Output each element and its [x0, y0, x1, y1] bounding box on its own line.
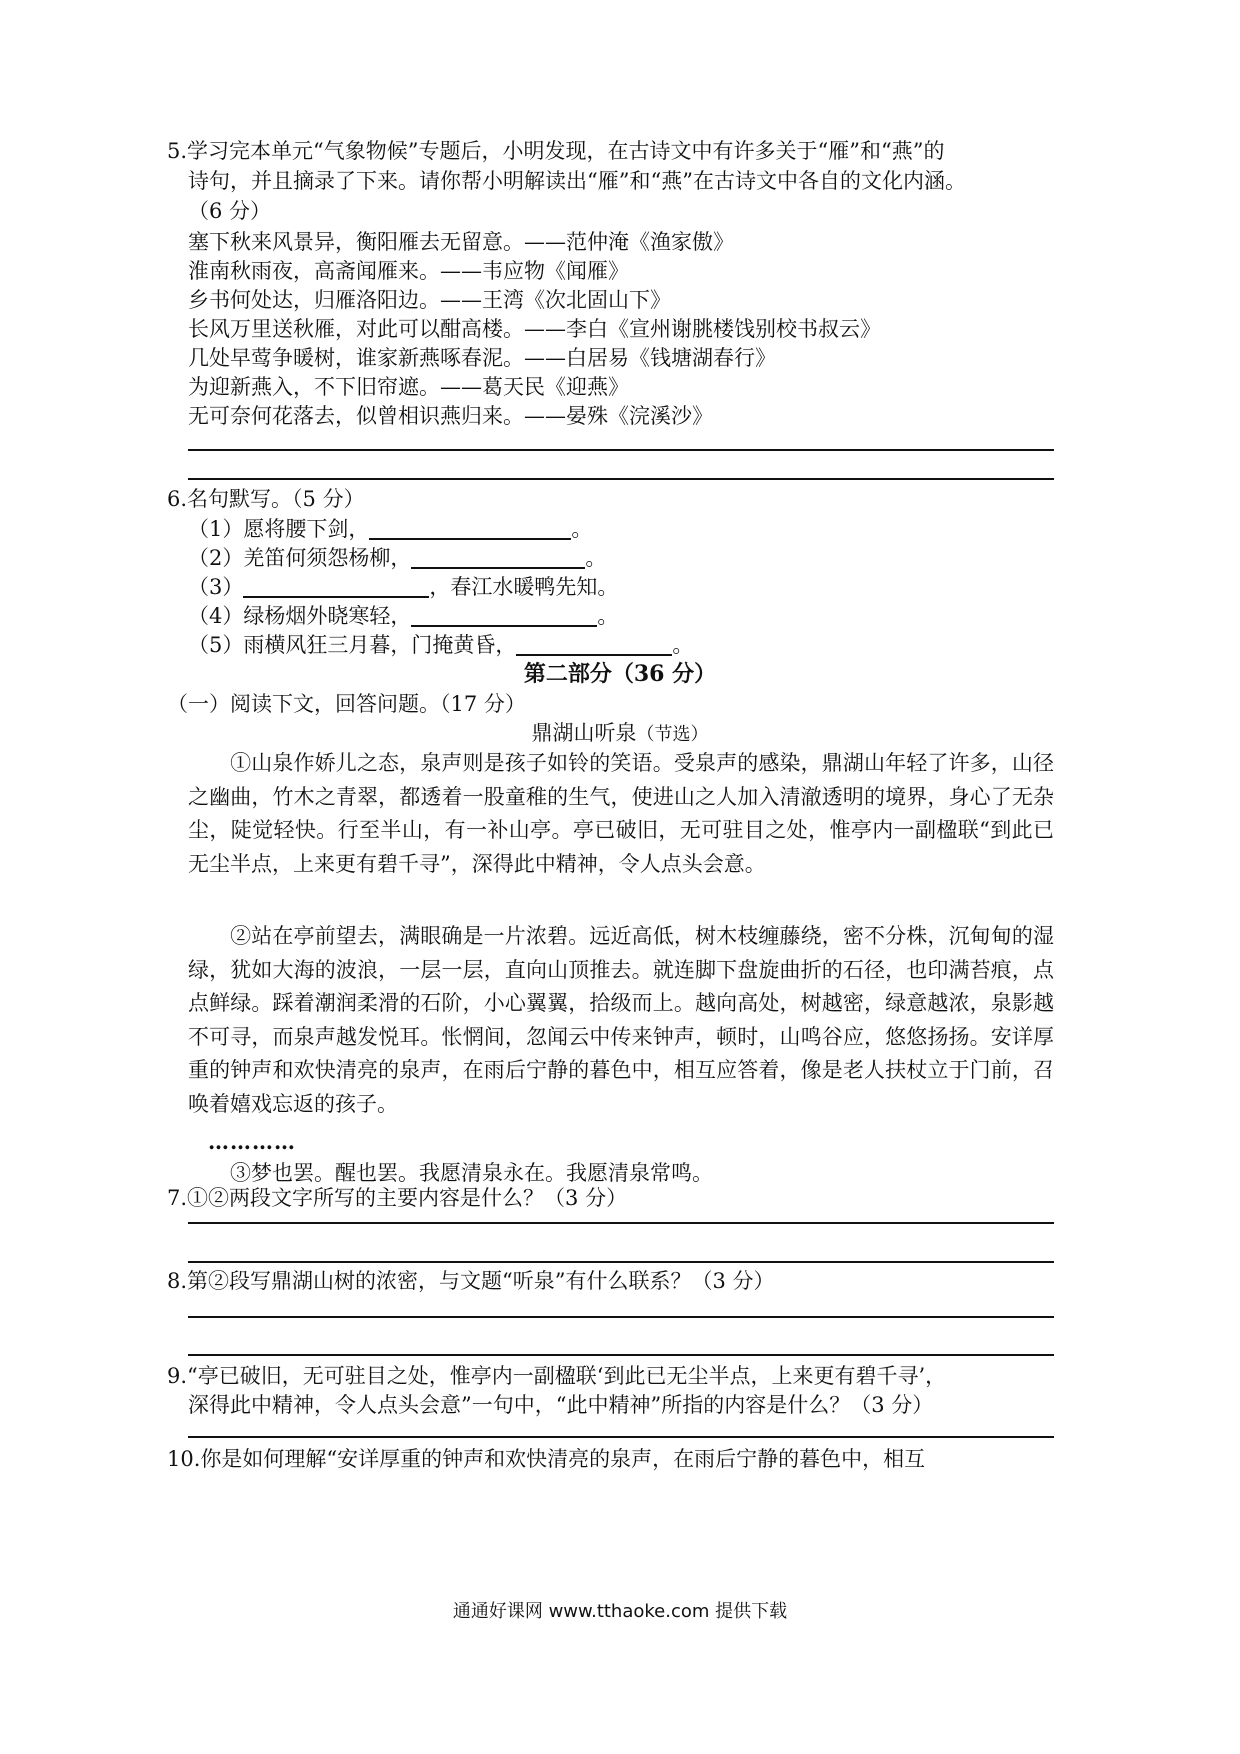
article-paragraph-1 [188, 747, 1054, 881]
fill-blank[interactable] [516, 632, 672, 656]
q6-item-5-pre: （5）雨横风狂三月暮，门掩黄昏， [188, 633, 517, 657]
paragraph-text: ①山泉作娇儿之态，泉声则是孩子如铃的笑语。受泉声的感染，鼎湖山年轻了许多，山径之幽曲，竹木之青翠，都透着一股童稚的生气，使进山之人加入清澈透明的境界，身心了无杂尘，陡觉轻快。行至半山，有一补山亭。亭已破旧，无可驻目之处，惟亭内一副楹联“到此已无尘半点，上来更有碧千寻”，深得此中精神，令人点头会意。 [188, 751, 1054, 876]
q10-stem: 10.你是如何理解“安详厚重的钟声和欢快清亮的泉声，在雨后宁静的暮色中，相互 [167, 1447, 926, 1471]
q6-item-4 [188, 601, 618, 631]
q6-item-1 [188, 514, 592, 544]
poem-line: 长风万里送秋雁，对此可以酣高楼。——李白《宣州谢朓楼饯别校书叔云》 [188, 317, 881, 341]
poem-line: 淮南秋雨夜，高斋闻雁来。——韦应物《闻雁》 [188, 259, 629, 283]
q9-stem-line2: 深得此中精神，令人点头会意”一句中，“此中精神”所指的内容是什么？（3 分） [188, 1393, 934, 1417]
article-paragraph-2 [188, 920, 1054, 1121]
poem-line: 无可奈何花落去，似曾相识燕归来。——晏殊《浣溪沙》 [188, 404, 713, 428]
answer-line[interactable] [188, 449, 1054, 451]
article-paragraph-3: ③梦也罢。醒也罢。我愿清泉永在。我愿清泉常鸣。 [230, 1161, 713, 1185]
fill-blank[interactable] [243, 574, 429, 598]
answer-line[interactable] [188, 478, 1054, 480]
part2-heading: 第二部分（36 分） [523, 661, 717, 687]
poem-line: 塞下秋来风景异，衡阳雁去无留意。——范仲淹《渔家傲》 [188, 230, 734, 254]
poem-line: 乡书何处达，归雁洛阳边。——王湾《次北固山下》 [188, 288, 671, 312]
q6-item-5-post: 。 [672, 633, 694, 657]
article-title-text: 鼎湖山听泉 [531, 721, 637, 745]
q5-stem-line1: 5.学习完本单元“气象物候”专题后，小明发现，在古诗文中有许多关于“雁”和“燕”的 [167, 139, 945, 163]
q6-stem: 6.名句默写。（5 分） [167, 487, 365, 511]
q9-stem-line1: 9.“亭已破旧，无可驻目之处，惟亭内一副楹联‘到此已无尘半点，上来更有碧千寻’， [167, 1364, 947, 1388]
q8-stem: 8.第②段写鼎湖山树的浓密，与文题“听泉”有什么联系？（3 分） [167, 1269, 775, 1293]
q6-item-3-pre: （3） [188, 575, 244, 599]
article-title [0, 718, 1240, 750]
paragraph-text: ②站在亭前望去，满眼确是一片浓碧。远近高低，树木枝缠藤绕，密不分株，沉甸甸的湿绿，犹如大海的波浪，一层一层，直向山顶推去。就连脚下盘旋曲折的石径，也印满苔痕，点点鲜绿。踩着潮润柔滑的石阶，小心翼翼，拾级而上。越向高处，树越密，绿意越浓，泉影越不可寻，而泉声越发悦耳。怅惘间，忽闻云中传来钟声，顿时，山鸣谷应，悠悠扬扬。安详厚重的钟声和欢快清亮的泉声，在雨后宁静的暮色中，相互应答着，像是老人扶杖立于门前，召唤着嬉戏忘返的孩子。 [188, 924, 1054, 1116]
poem-line: 几处早莺争暖树，谁家新燕啄春泥。——白居易《钱塘湖春行》 [188, 346, 776, 370]
q6-item-1-post: 。 [571, 517, 593, 541]
q6-item-3-post: ，春江水暖鸭先知。 [429, 575, 619, 599]
q6-item-2-pre: （2）羌笛何须怨杨柳， [188, 546, 412, 570]
fill-blank[interactable] [411, 545, 585, 569]
section-heading: （一）阅读下文，回答问题。（17 分） [167, 692, 526, 716]
q6-item-2-post: 。 [585, 546, 607, 570]
q5-stem-line2: 诗句，并且摘录了下来。请你帮小明解读出“雁”和“燕”在古诗文中各自的文化内涵。 [188, 169, 966, 193]
answer-line[interactable] [188, 1436, 1054, 1438]
q6-item-4-post: 。 [597, 604, 619, 628]
q6-item-5 [188, 630, 693, 660]
q5-points: （6 分） [188, 199, 272, 223]
answer-line[interactable] [188, 1261, 1054, 1263]
fill-blank[interactable] [369, 516, 571, 540]
answer-line[interactable] [188, 1222, 1054, 1224]
ellipsis: ………… [208, 1129, 296, 1154]
answer-line[interactable] [188, 1354, 1054, 1356]
article-note: （节选） [636, 724, 709, 745]
poem-line: 为迎新燕入，不下旧帘遮。——葛天民《迎燕》 [188, 375, 629, 399]
q6-item-2 [188, 543, 606, 573]
answer-line[interactable] [188, 1316, 1054, 1318]
q6-item-4-pre: （4）绿杨烟外晓寒轻， [188, 604, 412, 628]
q6-item-1-pre: （1）愿将腰下剑， [188, 517, 370, 541]
q6-item-3 [188, 572, 618, 602]
footer-text: 通通好课网 www.tthaoke.com 提供下载 [452, 1601, 788, 1622]
fill-blank[interactable] [411, 603, 597, 627]
q7-stem: 7.①②两段文字所写的主要内容是什么？（3 分） [167, 1186, 628, 1210]
